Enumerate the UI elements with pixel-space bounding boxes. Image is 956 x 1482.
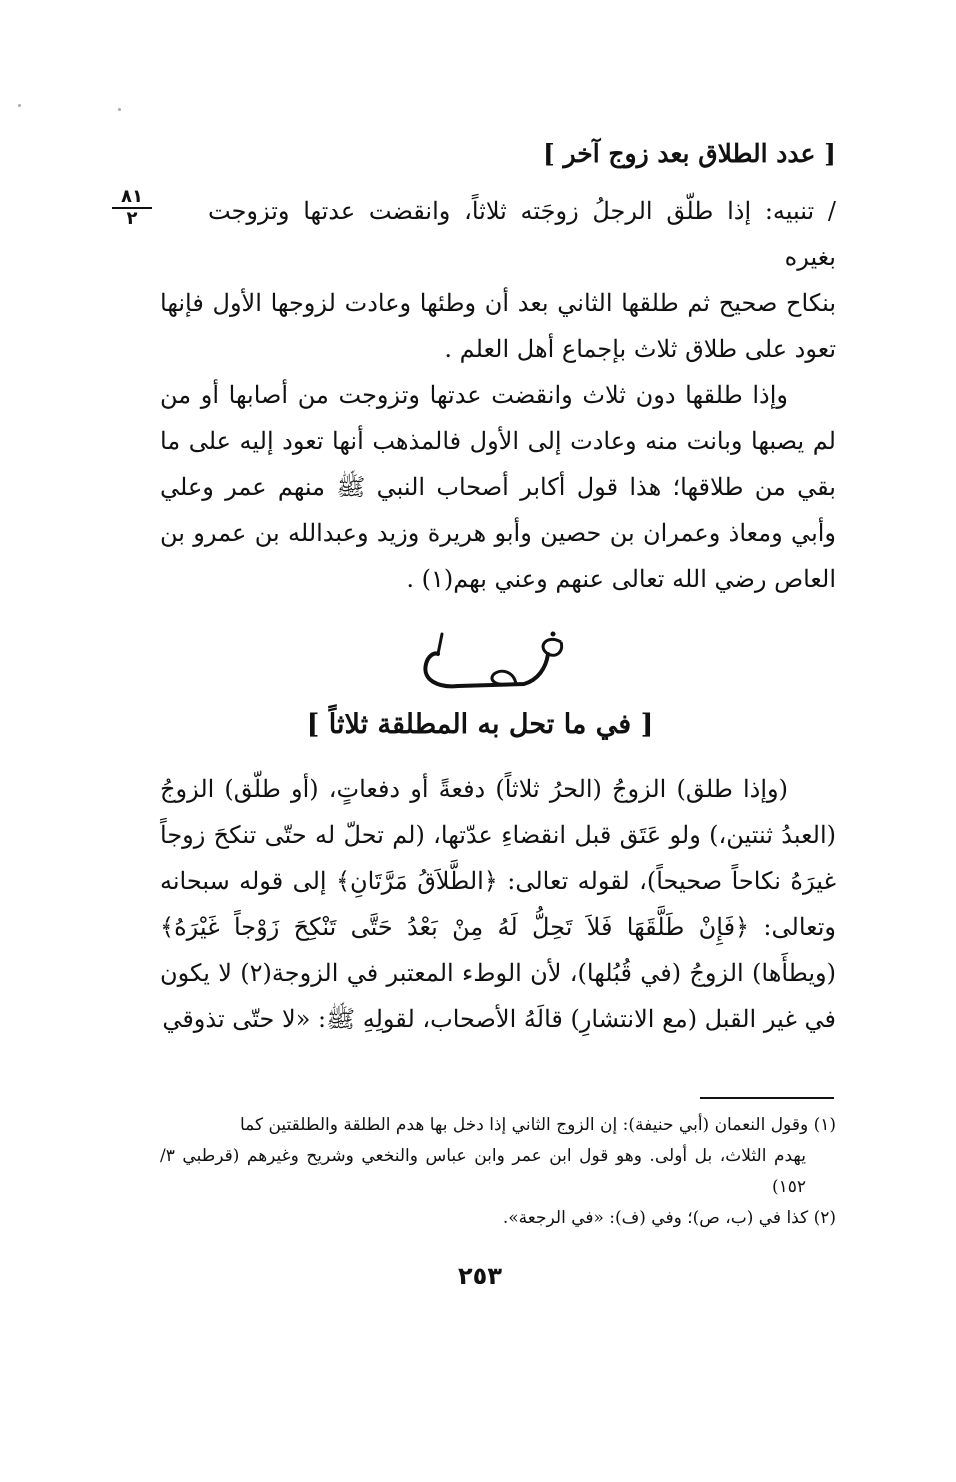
paragraph-1-rest: بنكاح صحيح ثم طلقها الثاني بعد أن وطئها وعادت لزوجها الأول فإنها تعود على طلاق ثلاث بإجماع أهل العلم . [160, 289, 836, 363]
scan-speck [118, 108, 121, 111]
margin-page-marker [112, 188, 152, 228]
intro-text [160, 188, 836, 602]
fasl-ornament [398, 628, 578, 708]
margin-marker-top: ٨١ [112, 188, 152, 209]
footnote-1-continuation: يهدم الثلاث، بل أولى. وهو قول ابن عمر وابن عباس والنخعي وشريح وغيرهم (قرطبي ٣/ ١٥٢) [160, 1146, 806, 1197]
footnote-separator [700, 1097, 834, 1099]
paragraph-3: (وإذا طلق) الزوجُ (الحرُ ثلاثاً) دفعةً أو دفعاتٍ، (أو طلّق) الزوجُ (العبدُ ثنتين،) ولو عَتَق قبل انقضاءِ عدّتها، (لم تحلّ له حتّى تنكحَ زوجاً غيرَهُ نكاحاً صحيحاً)، لقوله تعالى: ﴿الطَّلاَقُ مَرَّتَانِ﴾ إلى قوله سبحانه وتعالى: ﴿فَإِنْ طَلَّقَهَا فَلاَ تَحِلُّ لَهُ مِنْ بَعْدُ حَتَّى تَنْكِحَ زَوْجاً غَيْرَهُ﴾ (ويطأَها) الزوجُ (في قُبُلها)، لأن الوطء المعتبر في الزوجة(٢) لا يكون في غير القبل (مع الانتشارِ) قالَهُ الأصحاب، لقولِهِ ﷺ: «لا حتّى تذوقي [160, 775, 836, 1033]
footnote-1-first-line: (١) وقول النعمان (أبي حنيفة): إن الزوج الثاني إذا دخل بها هدم الطلقة والطلقتين كما [239, 1115, 836, 1135]
footnote-1 [160, 1110, 836, 1203]
footnote-2: (٢) كذا في (ب، ص)؛ وفي (ف): «في الرجعة». [502, 1208, 836, 1228]
fasl-calligraphy-icon [398, 628, 578, 708]
fasl-title: [ في ما تحل به المطلقة ثلاثاً ] [306, 709, 654, 740]
page-number: ٢٥٣ [458, 1262, 502, 1290]
margin-marker-bottom: ٢ [126, 208, 138, 229]
paragraph-2: وإذا طلقها دون ثلاث وانقضت عدتها وتزوجت من أصابها أو من لم يصبها وبانت منه وعادت إلى الأول فالمذهب أنها تعود إليه على ما بقي من طلاقها؛ هذا قول أكابر أصحاب النبي ﷺ منهم عمر وعلي وأبي ومعاذ وعمران بن حصين وأبو هريرة وزيد وعبدالله بن عمرو بن العاص رضي الله تعالى عنهم وعني بهم(١) . [160, 381, 836, 593]
paragraph-1-line-1: / تنبيه: إذا طلّق الرجلُ زوجَته ثلاثاً، وانقضت عدتها وتزوجت بغيره [208, 197, 836, 271]
main-text [160, 766, 836, 1042]
scan-speck [18, 104, 21, 107]
footnotes [160, 1110, 836, 1234]
section-heading: [ عدد الطلاق بعد زوج آخر ] [542, 139, 836, 168]
